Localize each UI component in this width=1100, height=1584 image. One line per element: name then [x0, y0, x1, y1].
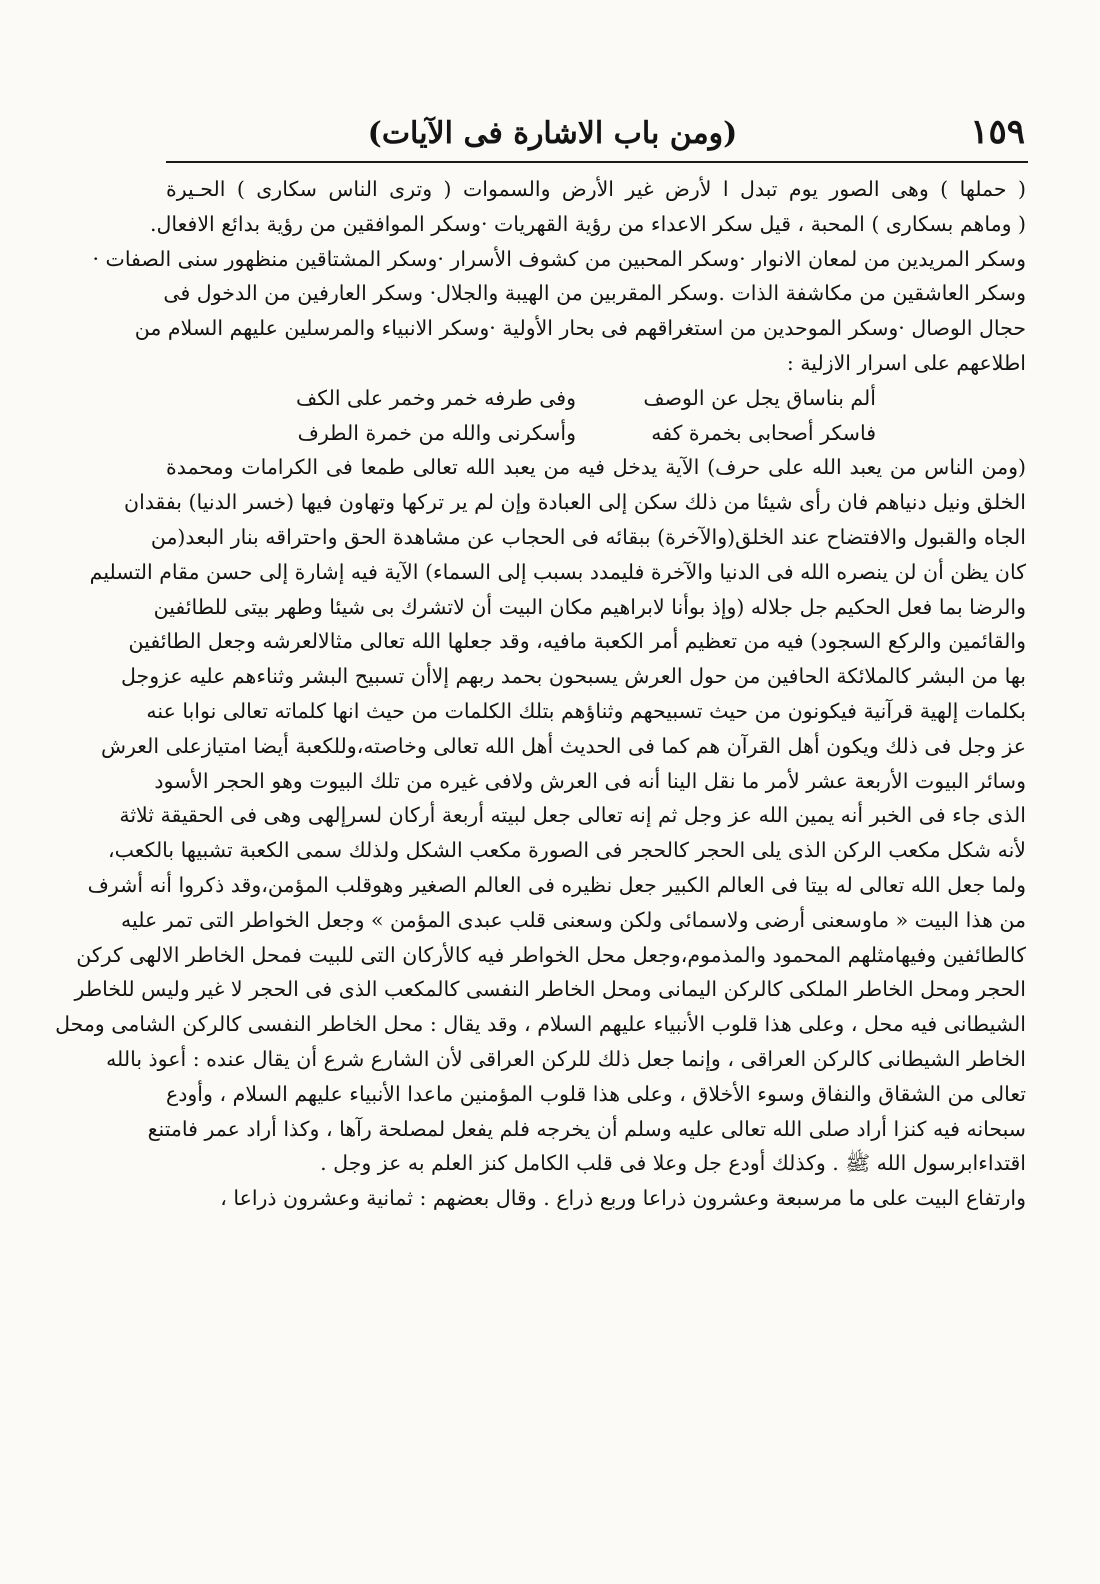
text-line: الخلق ونيل دنياهم فان رأى شيئا من ذلك سكن إلى العبادة وإن لم ير تركها وتهاون فيها (خسر الدنيا) بفقدان	[124, 490, 1026, 515]
poem-verse	[166, 416, 1026, 451]
text-line: بكلمات إلهية قرآنية فيكونون من حيث تسبيحهم وثناؤهم بتلك الكلمات من حيث انها كلماته تعالى نوابا عنه	[146, 698, 1026, 723]
text-line: (ومن الناس من يعبد الله على حرف) الآية يدخل فيه من يعبد الله تعالى طمعا فى الكرامات ومحمدة	[166, 455, 1026, 480]
page-number: ١٥٩	[970, 112, 1025, 152]
text-line: بها من البشر كالملائكة الحافين من حول العرش يسبحون بحمد ربهم إلاأن تسبيح البشر وثناءهم عليه عزوجل	[121, 664, 1026, 689]
verse-first-hemistich: ألم بناساق يجل عن الوصف	[643, 385, 876, 410]
page-body	[55, 172, 1026, 1216]
text-line: اطلاعهم على اسرار الازلية :	[786, 350, 1026, 375]
text-line: الخاطر الشيطانى كالركن العراقى ، وإنما جعل ذلك للركن العراقى لأن الشارع شرع أن يقال عنده : أعوذ بالله	[106, 1046, 1026, 1071]
text-line: الذى جاء فى الخبر أنه يمين الله عز وجل ثم إنه تعالى جعل لبيته أربعة أركان لسرإلهى وهى فى الحقيقة ثلاثة	[119, 803, 1026, 828]
text-line: الجاه والقبول والافتضاح عند الخلق(والآخرة) ببقائه فى الحجاب عن مشاهدة الحق واحتراقه بنار البعد(من	[150, 524, 1026, 549]
text-line: وارتفاع البيت على ما مرسبعة وعشرون ذراعا وربع ذراع . وقال بعضهم : ثمانية وعشرون ذراعا ،	[220, 1186, 1026, 1211]
text-line: وسائر البيوت الأربعة عشر لأمر ما نقل الينا أنه فى العرش ولافى غيره من تلك البيوت وهو الحجر الأسود	[154, 768, 1026, 793]
verse-second-hemistich: وفى طرفه خمر وخمر على الكف	[296, 385, 576, 410]
header-rule	[166, 161, 1028, 163]
text-line: كالطائفين وفيهامثلهم المحمود والمذموم،وجعل محل الخواطر فيه كالأركان التى للبيت فمحل الخاطر الالهى كركن	[76, 942, 1026, 967]
text-line: ولما جعل الله تعالى له بيتا فى العالم الكبير جعل نظيره فى العالم الصغير وهوقلب المؤمن،وقد ذكروا أنه أشرف	[87, 872, 1026, 897]
text-line: وسكر العاشقين من مكاشفة الذات .وسكر المقربين من الهيبة والجلال· وسكر العارفين من الدخول فى	[163, 281, 1026, 306]
text-line: ( وماهم بسكارى ) المحبة ، قيل سكر الاعداء من رؤية القهريات ·وسكر الموافقين من رؤية بدائع الافعال.	[150, 211, 1026, 236]
text-line: والرضا بما فعل الحكيم جل جلاله (وإذ بوأنا لابراهيم مكان البيت أن لاتشرك بى شيئا وطهر بيتى للطائفين	[153, 594, 1026, 619]
text-line: عز وجل فى ذلك ويكون أهل القرآن هم كما فى الحديث أهل الله تعالى وخاصته،وللكعبة أيضا امتيازعلى العرش	[100, 733, 1026, 758]
text-line: اقتداءابرسول الله ﷺ . وكذلك أودع جل وعلا فى قلب الكامل كنز العلم به عز وجل .	[320, 1151, 1026, 1176]
text-line: حجال الوصال ·وسكر الموحدين من استغراقهم فى بحار الأولية ·وسكر الانبياء والمرسلين عليهم السلام من	[134, 316, 1026, 341]
text-line: وسكر المريدين من لمعان الانوار ·وسكر المحبين من كشوف الأسرار ·وسكر المشتاقين منظهور سنى الصفات ·	[92, 246, 1026, 271]
text-line: سبحانه فيه كنزا أراد صلى الله تعالى عليه وسلم أن يخرجه فلم يفعل لمصلحة رآها ، وكذا أراد عمر فامتنع	[147, 1116, 1026, 1141]
page-header	[80, 112, 1025, 162]
text-line: الحجر ومحل الخاطر الملكى كالركن اليمانى ومحل الخاطر النفسى كالمكعب الذى فى الحجر لا غير وليس للخاطر	[74, 977, 1026, 1002]
text-line: تعالى من الشقاق والنفاق وسوء الأخلاق ، وعلى هذا قلوب المؤمنين ماعدا الأنبياء عليهم السلام ، وأودع	[166, 1081, 1026, 1106]
text-line: لأنه شكل مكعب الركن الذى يلى الحجر كالحجر فى الصورة مكعب الشكل ولذلك سمى الكعبة تشبيها بالكعب،	[107, 838, 1026, 863]
text-line: الشيطانى فيه محل ، وعلى هذا قلوب الأنبياء عليهم السلام ، وقد يقال : محل الخاطر النفسى كالركن الشامى ومحل	[55, 1012, 1026, 1037]
text-line: من هذا البيت « ماوسعنى أرضى ولاسمائى ولكن وسعنى قلب عبدى المؤمن » وجعل الخواطر التى تمر عليه	[121, 907, 1026, 932]
verse-first-hemistich: فاسكر أصحابى بخمرة كفه	[651, 420, 876, 445]
running-title: (ومن باب الاشارة فى الآيات)	[367, 116, 738, 151]
text-line: كان يظن أن لن ينصره الله فى الدنيا والآخرة فليمدد بسبب إلى السماء) الآية فيه إشارة إلى حسن مقام التسليم	[89, 559, 1026, 584]
text-line: ( حملها ) وهى الصور يوم تبدل ا لأرض غير الأرض والسموات ( وترى الناس سكارى ) الحـيرة	[166, 177, 1026, 201]
text-line: والقائمين والركع السجود) فيه من تعظيم أمر الكعبة مافيه، وقد جعلها الله تعالى مثالالعرشه وجعل الطائفين	[128, 629, 1026, 654]
poem-verse	[166, 381, 1026, 416]
verse-second-hemistich: وأسكرنى والله من خمرة الطرف	[297, 420, 576, 445]
